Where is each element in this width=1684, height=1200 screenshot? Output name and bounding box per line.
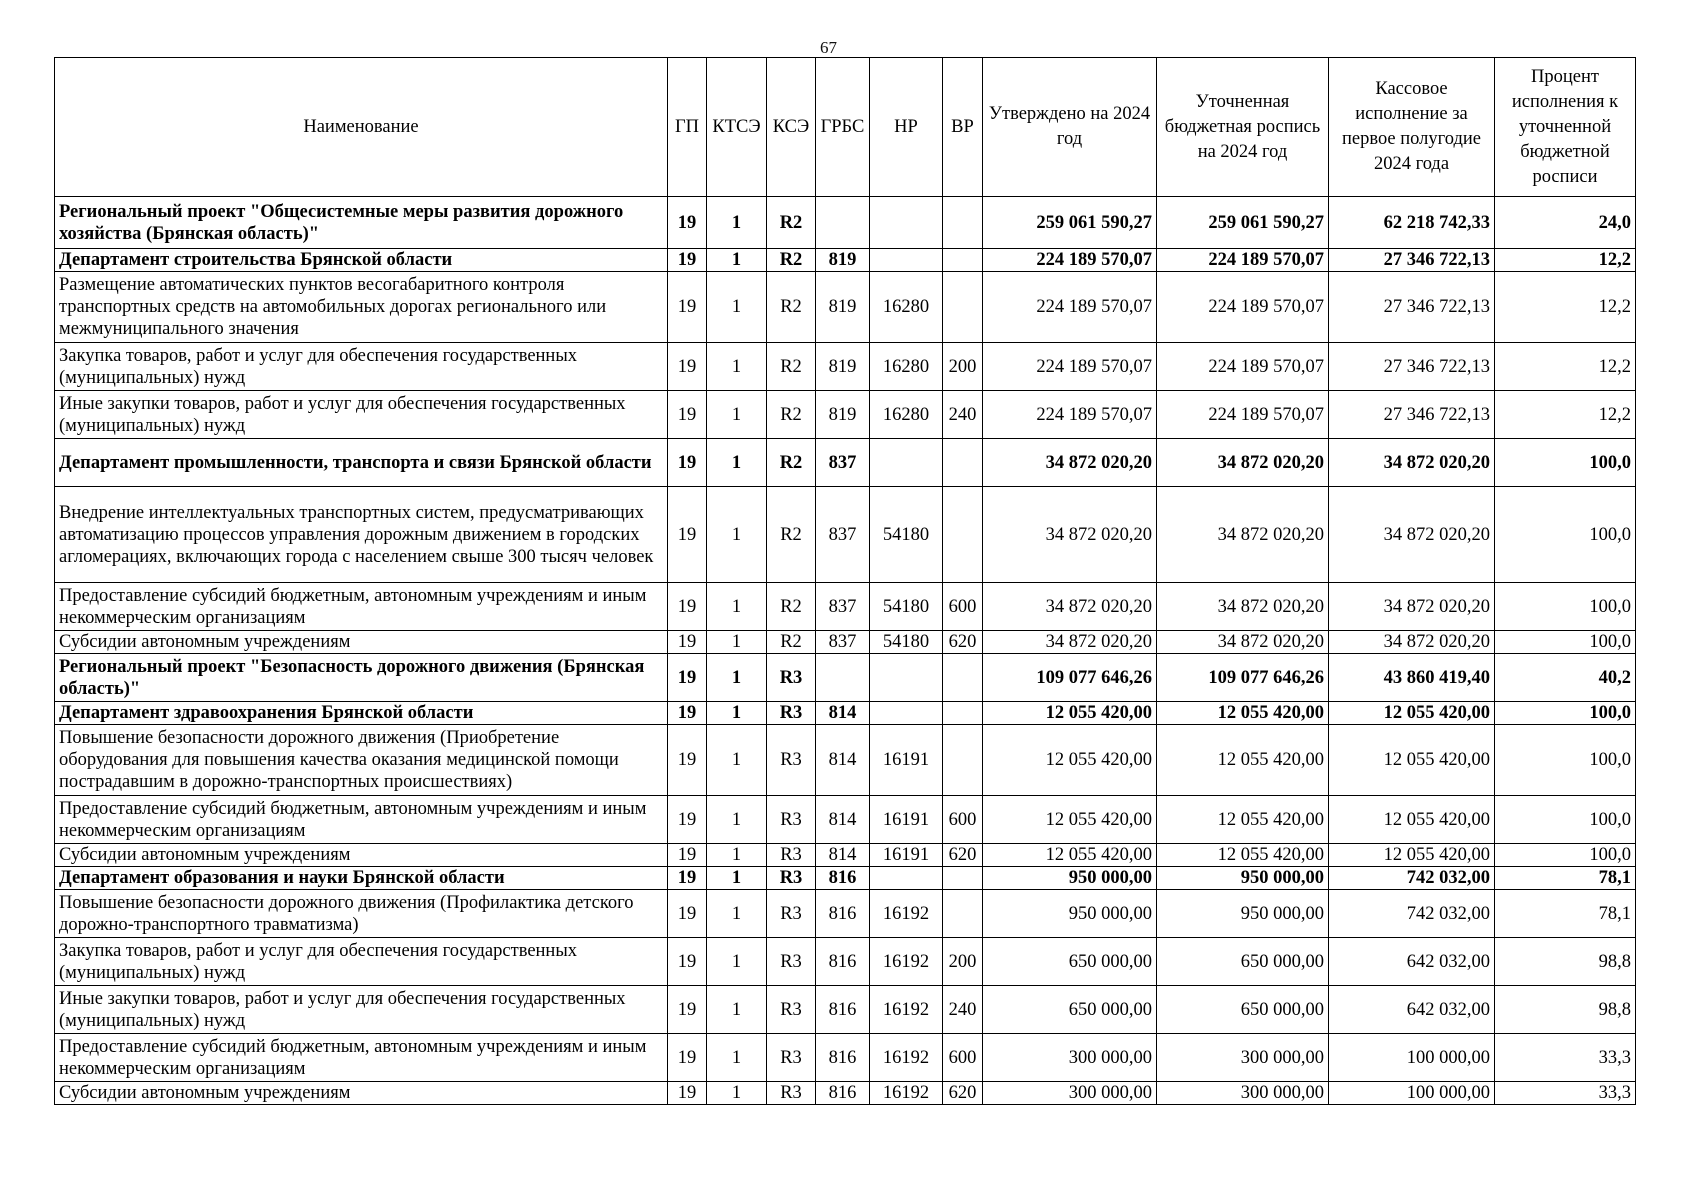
kse-cell: R3 bbox=[767, 1034, 816, 1082]
percent-execution-cell: 12,2 bbox=[1495, 249, 1636, 272]
kse-cell: R2 bbox=[767, 249, 816, 272]
vr-cell: 600 bbox=[943, 583, 983, 631]
kse-cell: R3 bbox=[767, 938, 816, 986]
vr-cell: 620 bbox=[943, 844, 983, 867]
vr-cell bbox=[943, 439, 983, 487]
approved-amount-cell: 34 872 020,20 bbox=[983, 631, 1157, 654]
grbs-cell: 814 bbox=[816, 844, 870, 867]
kse-cell: R2 bbox=[767, 583, 816, 631]
grbs-cell: 814 bbox=[816, 796, 870, 844]
header-name: Наименование bbox=[55, 58, 668, 197]
percent-execution-cell: 98,8 bbox=[1495, 986, 1636, 1034]
table-row bbox=[55, 343, 1636, 391]
header-percent: Процент исполнения к уточненной бюджетной росписи bbox=[1495, 58, 1636, 197]
row-name-cell: Предоставление субсидий бюджетным, автономным учреждениям и иным некоммерческим организациям bbox=[55, 583, 668, 631]
grbs-cell: 816 bbox=[816, 938, 870, 986]
refined-amount-cell: 650 000,00 bbox=[1157, 986, 1329, 1034]
row-name-cell: Внедрение интеллектуальных транспортных систем, предусматривающих автоматизацию процессов управления дорожным движением в городских агломерациях, включающих города с населением свыше 300 тысяч человек bbox=[55, 487, 668, 583]
grbs-cell: 819 bbox=[816, 272, 870, 343]
refined-amount-cell: 650 000,00 bbox=[1157, 938, 1329, 986]
gp-cell: 19 bbox=[668, 1034, 707, 1082]
kse-cell: R2 bbox=[767, 197, 816, 249]
percent-execution-cell: 12,2 bbox=[1495, 391, 1636, 439]
refined-amount-cell: 12 055 420,00 bbox=[1157, 702, 1329, 725]
cash-execution-cell: 742 032,00 bbox=[1329, 890, 1495, 938]
kse-cell: R3 bbox=[767, 890, 816, 938]
grbs-cell: 837 bbox=[816, 583, 870, 631]
cash-execution-cell: 100 000,00 bbox=[1329, 1034, 1495, 1082]
grbs-cell: 814 bbox=[816, 725, 870, 796]
table-row bbox=[55, 844, 1636, 867]
refined-amount-cell: 109 077 646,26 bbox=[1157, 654, 1329, 702]
table-row bbox=[55, 249, 1636, 272]
nr-cell: 16192 bbox=[870, 986, 943, 1034]
table-row bbox=[55, 272, 1636, 343]
ktse-cell: 1 bbox=[707, 844, 767, 867]
vr-cell: 240 bbox=[943, 391, 983, 439]
table-row bbox=[55, 867, 1636, 890]
refined-amount-cell: 34 872 020,20 bbox=[1157, 583, 1329, 631]
ktse-cell: 1 bbox=[707, 702, 767, 725]
vr-cell: 240 bbox=[943, 986, 983, 1034]
gp-cell: 19 bbox=[668, 986, 707, 1034]
nr-cell: 16192 bbox=[870, 1034, 943, 1082]
vr-cell bbox=[943, 249, 983, 272]
approved-amount-cell: 224 189 570,07 bbox=[983, 343, 1157, 391]
percent-execution-cell: 100,0 bbox=[1495, 631, 1636, 654]
percent-execution-cell: 100,0 bbox=[1495, 796, 1636, 844]
refined-amount-cell: 950 000,00 bbox=[1157, 867, 1329, 890]
kse-cell: R3 bbox=[767, 725, 816, 796]
table-row bbox=[55, 439, 1636, 487]
nr-cell: 16280 bbox=[870, 272, 943, 343]
grbs-cell: 816 bbox=[816, 890, 870, 938]
percent-execution-cell: 100,0 bbox=[1495, 487, 1636, 583]
gp-cell: 19 bbox=[668, 844, 707, 867]
refined-amount-cell: 12 055 420,00 bbox=[1157, 725, 1329, 796]
nr-cell bbox=[870, 249, 943, 272]
percent-execution-cell: 100,0 bbox=[1495, 702, 1636, 725]
refined-amount-cell: 259 061 590,27 bbox=[1157, 197, 1329, 249]
gp-cell: 19 bbox=[668, 938, 707, 986]
vr-cell: 620 bbox=[943, 1082, 983, 1105]
approved-amount-cell: 12 055 420,00 bbox=[983, 725, 1157, 796]
row-name-cell: Департамент образования и науки Брянской области bbox=[55, 867, 668, 890]
nr-cell bbox=[870, 654, 943, 702]
row-name-cell: Иные закупки товаров, работ и услуг для обеспечения государственных (муниципальных) нужд bbox=[55, 391, 668, 439]
row-name-cell: Региональный проект "Общесистемные меры развития дорожного хозяйства (Брянская область)" bbox=[55, 197, 668, 249]
row-name-cell: Субсидии автономным учреждениям bbox=[55, 844, 668, 867]
cash-execution-cell: 34 872 020,20 bbox=[1329, 487, 1495, 583]
gp-cell: 19 bbox=[668, 197, 707, 249]
cash-execution-cell: 12 055 420,00 bbox=[1329, 725, 1495, 796]
cash-execution-cell: 12 055 420,00 bbox=[1329, 796, 1495, 844]
kse-cell: R3 bbox=[767, 844, 816, 867]
kse-cell: R2 bbox=[767, 631, 816, 654]
approved-amount-cell: 650 000,00 bbox=[983, 938, 1157, 986]
vr-cell: 600 bbox=[943, 1034, 983, 1082]
cash-execution-cell: 642 032,00 bbox=[1329, 986, 1495, 1034]
kse-cell: R2 bbox=[767, 272, 816, 343]
approved-amount-cell: 259 061 590,27 bbox=[983, 197, 1157, 249]
approved-amount-cell: 950 000,00 bbox=[983, 867, 1157, 890]
gp-cell: 19 bbox=[668, 1082, 707, 1105]
row-name-cell: Департамент здравоохранения Брянской области bbox=[55, 702, 668, 725]
nr-cell: 16191 bbox=[870, 725, 943, 796]
refined-amount-cell: 34 872 020,20 bbox=[1157, 631, 1329, 654]
table-row bbox=[55, 631, 1636, 654]
nr-cell: 54180 bbox=[870, 583, 943, 631]
ktse-cell: 1 bbox=[707, 583, 767, 631]
percent-execution-cell: 98,8 bbox=[1495, 938, 1636, 986]
row-name-cell: Закупка товаров, работ и услуг для обеспечения государственных (муниципальных) нужд bbox=[55, 938, 668, 986]
table-body bbox=[55, 197, 1636, 1105]
ktse-cell: 1 bbox=[707, 249, 767, 272]
nr-cell bbox=[870, 702, 943, 725]
percent-execution-cell: 40,2 bbox=[1495, 654, 1636, 702]
percent-execution-cell: 78,1 bbox=[1495, 867, 1636, 890]
vr-cell bbox=[943, 702, 983, 725]
header-nr: НР bbox=[870, 58, 943, 197]
ktse-cell: 1 bbox=[707, 391, 767, 439]
table-row bbox=[55, 487, 1636, 583]
approved-amount-cell: 650 000,00 bbox=[983, 986, 1157, 1034]
table-row bbox=[55, 391, 1636, 439]
nr-cell: 16192 bbox=[870, 938, 943, 986]
row-name-cell: Департамент промышленности, транспорта и связи Брянской области bbox=[55, 439, 668, 487]
gp-cell: 19 bbox=[668, 867, 707, 890]
table-row bbox=[55, 197, 1636, 249]
table-row bbox=[55, 654, 1636, 702]
approved-amount-cell: 224 189 570,07 bbox=[983, 249, 1157, 272]
vr-cell bbox=[943, 197, 983, 249]
nr-cell bbox=[870, 197, 943, 249]
refined-amount-cell: 224 189 570,07 bbox=[1157, 391, 1329, 439]
vr-cell: 600 bbox=[943, 796, 983, 844]
grbs-cell: 816 bbox=[816, 1082, 870, 1105]
kse-cell: R2 bbox=[767, 343, 816, 391]
approved-amount-cell: 300 000,00 bbox=[983, 1034, 1157, 1082]
percent-execution-cell: 78,1 bbox=[1495, 890, 1636, 938]
gp-cell: 19 bbox=[668, 439, 707, 487]
kse-cell: R3 bbox=[767, 702, 816, 725]
nr-cell: 16192 bbox=[870, 890, 943, 938]
refined-amount-cell: 950 000,00 bbox=[1157, 890, 1329, 938]
cash-execution-cell: 27 346 722,13 bbox=[1329, 391, 1495, 439]
vr-cell: 200 bbox=[943, 343, 983, 391]
cash-execution-cell: 27 346 722,13 bbox=[1329, 249, 1495, 272]
ktse-cell: 1 bbox=[707, 1082, 767, 1105]
cash-execution-cell: 742 032,00 bbox=[1329, 867, 1495, 890]
grbs-cell: 816 bbox=[816, 867, 870, 890]
kse-cell: R3 bbox=[767, 654, 816, 702]
ktse-cell: 1 bbox=[707, 938, 767, 986]
refined-amount-cell: 224 189 570,07 bbox=[1157, 343, 1329, 391]
gp-cell: 19 bbox=[668, 391, 707, 439]
gp-cell: 19 bbox=[668, 272, 707, 343]
row-name-cell: Предоставление субсидий бюджетным, автономным учреждениям и иным некоммерческим организациям bbox=[55, 796, 668, 844]
grbs-cell: 816 bbox=[816, 1034, 870, 1082]
kse-cell: R3 bbox=[767, 986, 816, 1034]
header-refined: Уточненная бюджетная роспись на 2024 год bbox=[1157, 58, 1329, 197]
refined-amount-cell: 34 872 020,20 bbox=[1157, 439, 1329, 487]
approved-amount-cell: 34 872 020,20 bbox=[983, 583, 1157, 631]
grbs-cell bbox=[816, 197, 870, 249]
gp-cell: 19 bbox=[668, 343, 707, 391]
row-name-cell: Повышение безопасности дорожного движения (Профилактика детского дорожно-транспортного травматизма) bbox=[55, 890, 668, 938]
vr-cell bbox=[943, 487, 983, 583]
gp-cell: 19 bbox=[668, 796, 707, 844]
percent-execution-cell: 33,3 bbox=[1495, 1034, 1636, 1082]
refined-amount-cell: 12 055 420,00 bbox=[1157, 796, 1329, 844]
budget-execution-table bbox=[54, 57, 1636, 1105]
approved-amount-cell: 224 189 570,07 bbox=[983, 272, 1157, 343]
ktse-cell: 1 bbox=[707, 890, 767, 938]
table-row bbox=[55, 583, 1636, 631]
vr-cell bbox=[943, 890, 983, 938]
header-ktse: КТСЭ bbox=[707, 58, 767, 197]
cash-execution-cell: 27 346 722,13 bbox=[1329, 272, 1495, 343]
grbs-cell: 819 bbox=[816, 391, 870, 439]
table-row bbox=[55, 890, 1636, 938]
approved-amount-cell: 109 077 646,26 bbox=[983, 654, 1157, 702]
table-row bbox=[55, 1034, 1636, 1082]
percent-execution-cell: 12,2 bbox=[1495, 343, 1636, 391]
approved-amount-cell: 224 189 570,07 bbox=[983, 391, 1157, 439]
row-name-cell: Субсидии автономным учреждениям bbox=[55, 631, 668, 654]
table-header-row bbox=[55, 58, 1636, 197]
refined-amount-cell: 300 000,00 bbox=[1157, 1034, 1329, 1082]
row-name-cell: Субсидии автономным учреждениям bbox=[55, 1082, 668, 1105]
row-name-cell: Закупка товаров, работ и услуг для обеспечения государственных (муниципальных) нужд bbox=[55, 343, 668, 391]
percent-execution-cell: 12,2 bbox=[1495, 272, 1636, 343]
kse-cell: R2 bbox=[767, 391, 816, 439]
grbs-cell: 837 bbox=[816, 487, 870, 583]
cash-execution-cell: 100 000,00 bbox=[1329, 1082, 1495, 1105]
cash-execution-cell: 642 032,00 bbox=[1329, 938, 1495, 986]
gp-cell: 19 bbox=[668, 654, 707, 702]
ktse-cell: 1 bbox=[707, 343, 767, 391]
header-approved: Утверждено на 2024 год bbox=[983, 58, 1157, 197]
cash-execution-cell: 27 346 722,13 bbox=[1329, 343, 1495, 391]
ktse-cell: 1 bbox=[707, 867, 767, 890]
table-row bbox=[55, 1082, 1636, 1105]
vr-cell: 200 bbox=[943, 938, 983, 986]
approved-amount-cell: 12 055 420,00 bbox=[983, 844, 1157, 867]
cash-execution-cell: 34 872 020,20 bbox=[1329, 631, 1495, 654]
refined-amount-cell: 34 872 020,20 bbox=[1157, 487, 1329, 583]
approved-amount-cell: 12 055 420,00 bbox=[983, 702, 1157, 725]
cash-execution-cell: 12 055 420,00 bbox=[1329, 702, 1495, 725]
grbs-cell: 837 bbox=[816, 631, 870, 654]
approved-amount-cell: 34 872 020,20 bbox=[983, 487, 1157, 583]
refined-amount-cell: 224 189 570,07 bbox=[1157, 249, 1329, 272]
row-name-cell: Повышение безопасности дорожного движения (Приобретение оборудования для повышения качества оказания медицинской помощи пострадавшим в дорожно-транспортных происшествиях) bbox=[55, 725, 668, 796]
nr-cell: 16191 bbox=[870, 796, 943, 844]
row-name-cell: Департамент строительства Брянской области bbox=[55, 249, 668, 272]
approved-amount-cell: 34 872 020,20 bbox=[983, 439, 1157, 487]
cash-execution-cell: 43 860 419,40 bbox=[1329, 654, 1495, 702]
kse-cell: R3 bbox=[767, 796, 816, 844]
gp-cell: 19 bbox=[668, 583, 707, 631]
refined-amount-cell: 12 055 420,00 bbox=[1157, 844, 1329, 867]
ktse-cell: 1 bbox=[707, 487, 767, 583]
page-number: 67 bbox=[820, 38, 837, 57]
table-row bbox=[55, 986, 1636, 1034]
nr-cell bbox=[870, 867, 943, 890]
grbs-cell: 837 bbox=[816, 439, 870, 487]
gp-cell: 19 bbox=[668, 631, 707, 654]
percent-execution-cell: 100,0 bbox=[1495, 844, 1636, 867]
gp-cell: 19 bbox=[668, 890, 707, 938]
cash-execution-cell: 12 055 420,00 bbox=[1329, 844, 1495, 867]
ktse-cell: 1 bbox=[707, 654, 767, 702]
kse-cell: R2 bbox=[767, 439, 816, 487]
percent-execution-cell: 100,0 bbox=[1495, 439, 1636, 487]
ktse-cell: 1 bbox=[707, 272, 767, 343]
gp-cell: 19 bbox=[668, 249, 707, 272]
vr-cell bbox=[943, 867, 983, 890]
ktse-cell: 1 bbox=[707, 439, 767, 487]
row-name-cell: Региональный проект "Безопасность дорожного движения (Брянская область)" bbox=[55, 654, 668, 702]
row-name-cell: Предоставление субсидий бюджетным, автономным учреждениям и иным некоммерческим организациям bbox=[55, 1034, 668, 1082]
gp-cell: 19 bbox=[668, 725, 707, 796]
nr-cell: 54180 bbox=[870, 631, 943, 654]
kse-cell: R2 bbox=[767, 487, 816, 583]
approved-amount-cell: 950 000,00 bbox=[983, 890, 1157, 938]
gp-cell: 19 bbox=[668, 702, 707, 725]
grbs-cell: 816 bbox=[816, 986, 870, 1034]
percent-execution-cell: 100,0 bbox=[1495, 725, 1636, 796]
table-row bbox=[55, 702, 1636, 725]
grbs-cell: 814 bbox=[816, 702, 870, 725]
kse-cell: R3 bbox=[767, 1082, 816, 1105]
kse-cell: R3 bbox=[767, 867, 816, 890]
ktse-cell: 1 bbox=[707, 986, 767, 1034]
ktse-cell: 1 bbox=[707, 725, 767, 796]
row-name-cell: Иные закупки товаров, работ и услуг для обеспечения государственных (муниципальных) нужд bbox=[55, 986, 668, 1034]
table-row bbox=[55, 796, 1636, 844]
vr-cell bbox=[943, 725, 983, 796]
grbs-cell: 819 bbox=[816, 343, 870, 391]
header-grbs: ГРБС bbox=[816, 58, 870, 197]
nr-cell: 16192 bbox=[870, 1082, 943, 1105]
ktse-cell: 1 bbox=[707, 796, 767, 844]
percent-execution-cell: 24,0 bbox=[1495, 197, 1636, 249]
approved-amount-cell: 12 055 420,00 bbox=[983, 796, 1157, 844]
header-kse: КСЭ bbox=[767, 58, 816, 197]
cash-execution-cell: 34 872 020,20 bbox=[1329, 583, 1495, 631]
nr-cell: 16191 bbox=[870, 844, 943, 867]
ktse-cell: 1 bbox=[707, 1034, 767, 1082]
table-row bbox=[55, 725, 1636, 796]
ktse-cell: 1 bbox=[707, 631, 767, 654]
grbs-cell bbox=[816, 654, 870, 702]
nr-cell: 16280 bbox=[870, 343, 943, 391]
percent-execution-cell: 100,0 bbox=[1495, 583, 1636, 631]
header-gp: ГП bbox=[668, 58, 707, 197]
header-vr: ВР bbox=[943, 58, 983, 197]
nr-cell: 16280 bbox=[870, 391, 943, 439]
cash-execution-cell: 34 872 020,20 bbox=[1329, 439, 1495, 487]
grbs-cell: 819 bbox=[816, 249, 870, 272]
approved-amount-cell: 300 000,00 bbox=[983, 1082, 1157, 1105]
refined-amount-cell: 224 189 570,07 bbox=[1157, 272, 1329, 343]
ktse-cell: 1 bbox=[707, 197, 767, 249]
refined-amount-cell: 300 000,00 bbox=[1157, 1082, 1329, 1105]
vr-cell bbox=[943, 272, 983, 343]
row-name-cell: Размещение автоматических пунктов весогабаритного контроля транспортных средств на автомобильных дорогах регионального или межмуниципального значения bbox=[55, 272, 668, 343]
gp-cell: 19 bbox=[668, 487, 707, 583]
table-row bbox=[55, 938, 1636, 986]
vr-cell: 620 bbox=[943, 631, 983, 654]
percent-execution-cell: 33,3 bbox=[1495, 1082, 1636, 1105]
cash-execution-cell: 62 218 742,33 bbox=[1329, 197, 1495, 249]
nr-cell: 54180 bbox=[870, 487, 943, 583]
header-cash: Кассовое исполнение за первое полугодие 2024 года bbox=[1329, 58, 1495, 197]
nr-cell bbox=[870, 439, 943, 487]
vr-cell bbox=[943, 654, 983, 702]
